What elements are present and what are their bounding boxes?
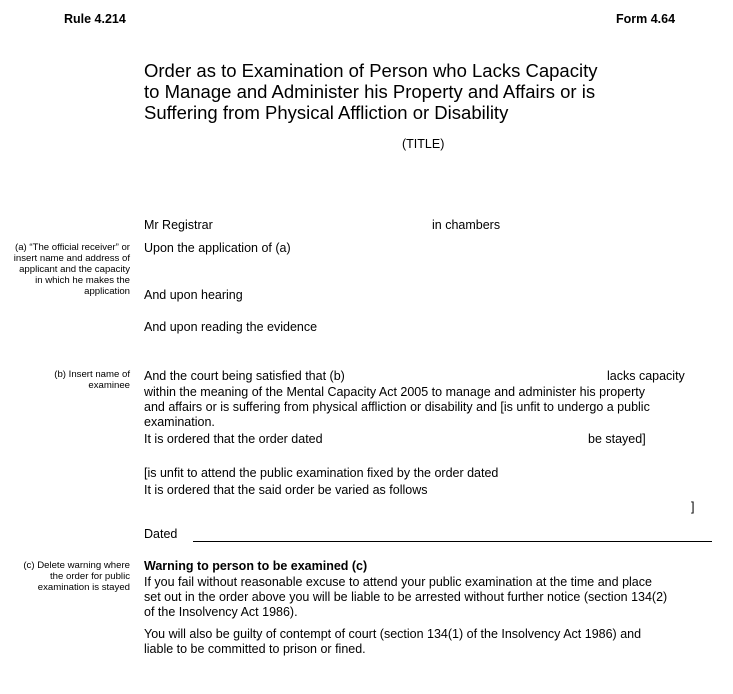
paragraph-line: within the meaning of the Mental Capacity Act 2005 to manage and administer his property bbox=[144, 385, 645, 399]
warning-title: Warning to person to be examined (c) bbox=[144, 559, 368, 573]
warning-paragraph-1 bbox=[144, 575, 667, 620]
application-line: Upon the application of (a) bbox=[144, 241, 291, 255]
registrar-label: Mr Registrar bbox=[144, 218, 213, 232]
form-number: Form 4.64 bbox=[616, 12, 676, 26]
margin-note-b bbox=[0, 369, 130, 391]
note-line: application bbox=[84, 286, 130, 297]
unfit-attend-line: [is unfit to attend the public examination fixed by the order dated bbox=[144, 466, 499, 480]
paragraph-line: If you fail without reasonable excuse to attend your public examination at the time and place bbox=[144, 575, 652, 589]
paragraph-line: of the Insolvency Act 1986). bbox=[144, 605, 298, 619]
note-line: examination is stayed bbox=[37, 582, 130, 593]
date-signature-line bbox=[193, 541, 712, 542]
paragraph-line: and affairs or is suffering from physical affliction or disability and [is unfit to undergo a public bbox=[144, 400, 650, 414]
be-stayed: be stayed] bbox=[588, 432, 646, 446]
reading-line: And upon reading the evidence bbox=[144, 320, 318, 334]
paragraph-line: liable to be committed to prison or fined. bbox=[144, 642, 366, 656]
title-line: Suffering from Physical Affliction or Disability bbox=[144, 102, 509, 123]
satisfied-paragraph bbox=[144, 385, 650, 430]
rule-number: Rule 4.214 bbox=[64, 12, 126, 26]
chambers-label: in chambers bbox=[432, 218, 501, 232]
title-placeholder: (TITLE) bbox=[402, 137, 445, 151]
note-line: applicant and the capacity bbox=[19, 264, 130, 275]
paragraph-line: set out in the order above you will be liable to be arrested without further notice (section 134(2) bbox=[144, 590, 668, 604]
dated-label: Dated bbox=[144, 527, 178, 541]
hearing-line: And upon hearing bbox=[144, 288, 243, 302]
paragraph-line: examination. bbox=[144, 415, 215, 429]
note-line: insert name and address of bbox=[13, 253, 130, 264]
note-line: (c) Delete warning where bbox=[23, 560, 130, 571]
lacks-capacity: lacks capacity bbox=[607, 369, 685, 383]
warning-paragraph-2 bbox=[144, 627, 641, 657]
note-line: (b) Insert name of bbox=[54, 369, 130, 380]
closing-bracket: ] bbox=[691, 500, 695, 514]
page-title bbox=[144, 60, 644, 123]
margin-note-a bbox=[0, 242, 130, 297]
note-line: the order for public bbox=[50, 571, 130, 582]
note-line: in which he makes the bbox=[35, 275, 130, 286]
varied-line: It is ordered that the said order be varied as follows bbox=[144, 483, 428, 497]
title-line: Order as to Examination of Person who Lacks Capacity bbox=[144, 60, 598, 81]
paragraph-line: You will also be guilty of contempt of court (section 134(1) of the Insolvency Act 1986) and bbox=[144, 627, 642, 641]
satisfied-start: And the court being satisfied that (b) bbox=[144, 369, 345, 383]
note-line: examinee bbox=[88, 380, 130, 391]
ordered-dated-line: It is ordered that the order dated bbox=[144, 432, 323, 446]
title-line: to Manage and Administer his Property and Affairs or is bbox=[144, 81, 596, 102]
note-line: (a) “The official receiver” or bbox=[15, 242, 130, 253]
margin-note-c bbox=[0, 560, 130, 593]
